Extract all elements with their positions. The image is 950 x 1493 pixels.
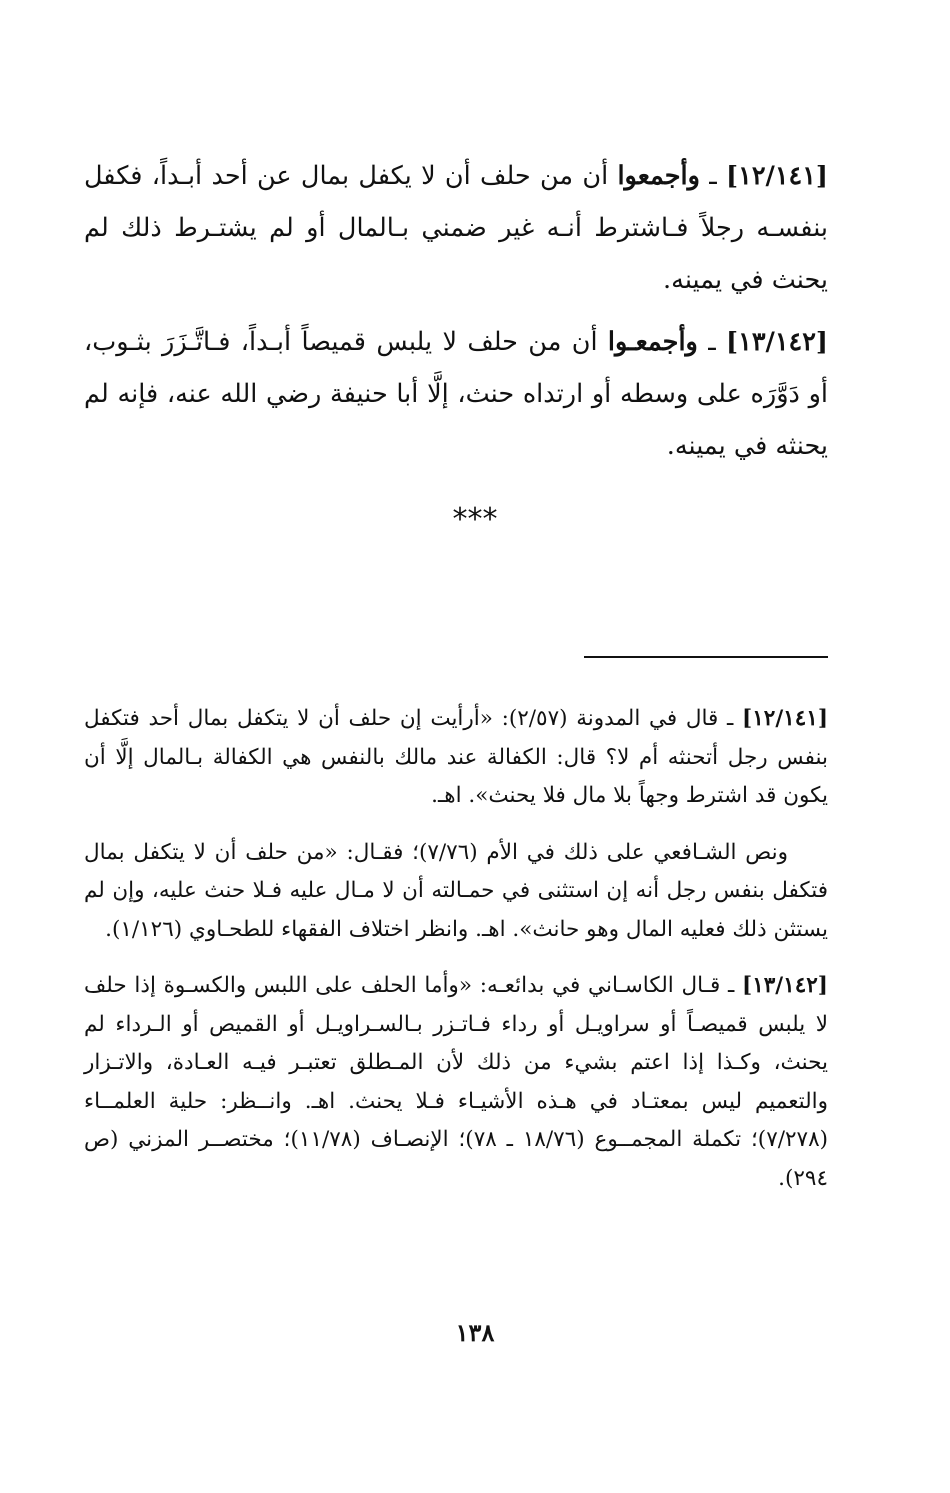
- entry-dash: ـ: [708, 327, 716, 357]
- main-text: [84, 150, 828, 482]
- paragraph-142: [84, 316, 828, 472]
- footnote-141: [84, 700, 828, 816]
- footnote-142: [84, 967, 828, 1198]
- entry-keyword: وأجمعوا: [617, 161, 700, 191]
- entry-number: [١٣/١٤٢]: [726, 327, 828, 357]
- footnote-number: [١٢/١٤١]: [742, 706, 828, 731]
- footnote-dash: ـ: [727, 973, 735, 998]
- footnote-text: ونص الشـافعي على ذلك في الأم (٧/٧٦)؛ فقـال: «من حلف أن لا يتكفل بمال فتكفل بنفس رجل أنه إن استثنى في حمـالته أن لا مـال عليه فـلا حنث عليه، وإن لم يستثن ذلك فعليه المال وهو حانث». اهـ. وانظر اختلاف الفقهاء للطحـاوي (١/١٢٦).: [84, 839, 828, 942]
- footnote-text: قـال الكاسـاني في بدائعـه: «وأما الحلف على اللبس والكسـوة إذا حلف لا يلبس قميصـاً أو سراويـل أو رداء فـاتـزر بـالسـراويـل أو القميص أو الـرداء لم يحنث، وكـذا إذا اعتم بشيء من ذلك لأن المـطلق تعتبـر فيـه العـادة، والاتـزار والتعميم ليس بمعتـاد في هـذه الأشيـاء فـلا يحنث. اهـ. وانــظر: حلية العلمــاء (٧/٢٧٨)؛ تكملة المجمــوع (١٨/٧٦ ـ ٧٨)؛ الإنصـاف (١١/٧٨)؛ مختصــر المزني (ص ٢٩٤).: [84, 973, 829, 1191]
- section-separator-asterisks: ***: [452, 502, 498, 537]
- paragraph-141: [84, 150, 828, 306]
- footnote-rule: [584, 656, 828, 658]
- entry-text: أن من حلف لا يلبس قميصاً أبـداً، فـاتَّـزَرَ بثـوب، أو دَوَّرَه على وسطه أو ارتداه حنث، إلَّا أبا حنيفة رضي الله عنه، فإنه لم يحنثه في يمينه.: [84, 327, 828, 461]
- footnote-dash: ـ: [727, 706, 734, 731]
- entry-number: [١٢/١٤١]: [726, 161, 828, 191]
- entry-dash: ـ: [709, 161, 717, 191]
- entry-keyword: وأجمعـوا: [607, 327, 698, 357]
- page-number: ١٣٨: [455, 1318, 495, 1347]
- footnotes: [84, 700, 828, 1216]
- footnote-141-continuation: [84, 834, 828, 950]
- entry-text: أن من حلف أن لا يكفل بمال عن أحد أبـداً، فكفل بنفسـه رجلاً فـاشترط أنـه غير ضمني بـالمال أو لم يشتـرط ذلك لم يحنث في يمينه.: [84, 161, 828, 295]
- footnote-number: [١٣/١٤٢]: [742, 973, 828, 998]
- footnote-text: قال في المدونة (٢/٥٧): «أرأيت إن حلف أن لا يتكفل بمال أحد فتكفل بنفس رجل أتحنثه أم لا؟ قال: الكفالة عند مالك بالنفس هي الكفالة بـالمال إلَّا أن يكون قد اشترط وجهاً بلا مال فلا يحنث». اهـ.: [84, 706, 828, 808]
